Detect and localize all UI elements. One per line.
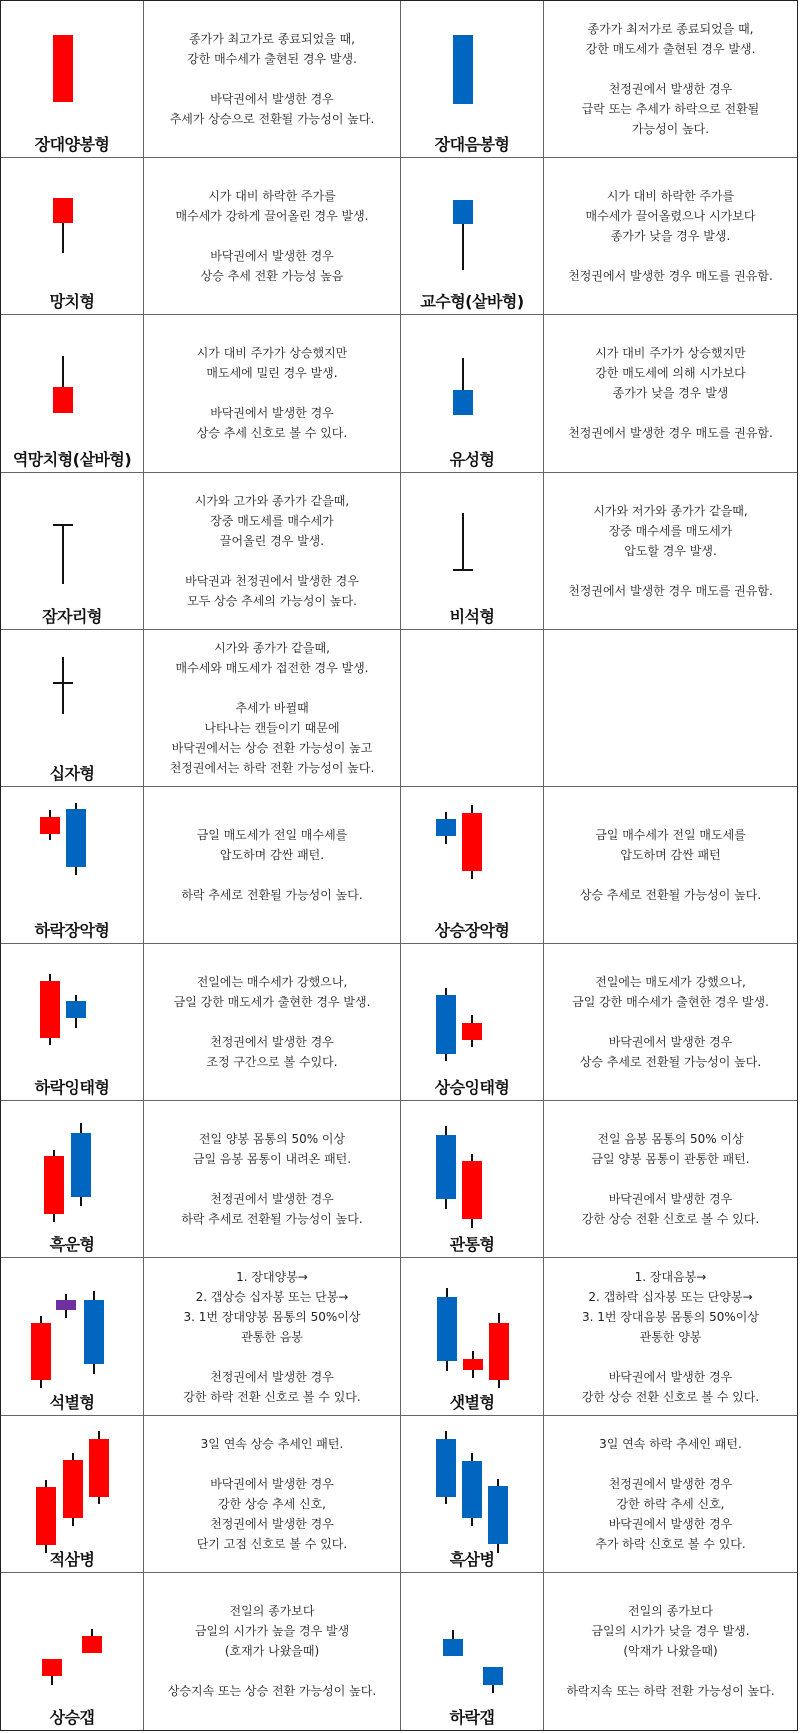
description-line: 조정 구간으로 볼 수있다.	[206, 1055, 338, 1070]
description-line: 강한 매도세에 의해 시가보다	[595, 366, 746, 381]
pattern-description-cell	[544, 787, 797, 944]
pattern-name: 흑삼병	[449, 1549, 495, 1569]
pattern-description-cell	[144, 630, 401, 787]
description-line: 바닥권에서는 상승 전환 가능성이 높고	[171, 740, 373, 755]
description-line: 시가 대비 하락한 주가를	[606, 189, 735, 204]
description-line: 끌어올린 경우 발생.	[219, 533, 325, 548]
pattern-description-cell	[544, 1101, 797, 1258]
description-line: 금일 매수세가 전일 매도세를	[595, 827, 746, 842]
pattern-name: 관통형	[449, 1235, 495, 1255]
description-line: 전일에는 매수세가 강했으나,	[196, 975, 348, 990]
description-line: 상승 추세 전환 가능성 높음	[200, 269, 344, 284]
pattern-name: 망치형	[49, 292, 95, 312]
description-line: 강한 하락 추세 신호,	[616, 1496, 725, 1511]
pattern-name: 하락갭	[449, 1708, 495, 1727]
pattern-description-cell	[544, 1258, 797, 1415]
pattern-icon-cell	[1, 1258, 144, 1415]
description-line: 바닥권에서 발생한 경우	[210, 92, 334, 107]
empty-cell	[401, 630, 544, 787]
pattern-name: 상승장악형	[434, 921, 510, 941]
description-line: 천정권에서 발생한 경우	[210, 1035, 334, 1050]
description-line: 종가가 최고가로 종료되었을 때,	[189, 32, 355, 47]
description-line: 천정권에서 발생한 경우 매도를 권유함.	[568, 269, 773, 284]
pattern-description-cell	[144, 158, 401, 315]
description-line: 상승지속 또는 상승 전환 가능성이 높다.	[167, 1684, 377, 1699]
description-line: (악재가 나왔을때)	[623, 1644, 718, 1659]
pattern-icon-cell	[1, 473, 144, 630]
description-line: 바닥권에서 발생한 경우	[608, 1192, 733, 1207]
pattern-description-cell	[144, 473, 401, 630]
description-line: 바닥권에서 발생한 경우	[608, 1516, 733, 1531]
description-line: 모두 상승 추세의 가능성이 높다.	[187, 593, 357, 608]
description-line: 천정권에서 발생한 경우	[608, 82, 733, 97]
description-line: 강한 상승 전환 신호로 볼 수 있다.	[581, 1389, 760, 1404]
pattern-name: 상승갭	[49, 1708, 95, 1727]
description-line: 3일 연속 상승 추세인 패턴.	[200, 1436, 344, 1451]
pattern-description-cell	[144, 787, 401, 944]
description-line: 관통한 양봉	[639, 1329, 702, 1344]
pattern-description-cell	[144, 1573, 401, 1730]
description-line: 단기 고점 신호로 볼 수 있다.	[196, 1536, 348, 1551]
description-line: 가능성이 높다.	[631, 122, 710, 137]
description-line: 천정권에서 발생한 경우	[210, 1516, 334, 1531]
pattern-description-cell	[144, 1258, 401, 1415]
pattern-icon-cell	[401, 1258, 544, 1415]
pattern-description-cell	[144, 1, 401, 158]
description-line: 압도하며 감싼 패턴	[620, 847, 721, 862]
pattern-name: 잠자리형	[42, 606, 102, 626]
description-line: 강한 상승 추세 신호,	[218, 1496, 326, 1511]
description-line: 천정권에서 발생한 경우	[210, 1192, 334, 1207]
pattern-description-cell	[144, 944, 401, 1101]
description-line: 강한 매수세가 출현된 경우 발생.	[187, 52, 357, 67]
pattern-name: 역망치형(샅바형)	[12, 449, 132, 469]
description-line: 종가가 최저가로 종료되었을 때,	[587, 22, 754, 37]
description-line: 강한 상승 전환 신호로 볼 수 있다.	[581, 1212, 760, 1227]
pattern-icon-cell	[401, 787, 544, 944]
description-line: 시가와 종가가 같을때,	[214, 640, 330, 655]
pattern-icon-cell	[401, 944, 544, 1101]
pattern-icon-cell	[1, 787, 144, 944]
description-line: 관통한 음봉	[241, 1329, 303, 1344]
pattern-icon-cell	[1, 944, 144, 1101]
description-line: 금일 강한 매수세가 출현한 경우 발생.	[572, 995, 769, 1010]
description-line: 금일 강한 매도세가 출현한 경우 발생.	[173, 995, 371, 1010]
description-line: 매도세에 밀린 경우 발생.	[206, 366, 338, 381]
description-line: 강한 매도세가 출현된 경우 발생.	[585, 42, 756, 57]
description-line: 장중 매도세를 매수세가	[210, 513, 334, 528]
pattern-name: 석별형	[49, 1392, 95, 1412]
pattern-name: 비석형	[449, 606, 495, 626]
description-line: 하락 추세로 전환될 가능성이 높다.	[181, 887, 363, 902]
pattern-description-cell	[544, 1573, 797, 1730]
pattern-icon-cell	[401, 158, 544, 315]
pattern-name: 흑운형	[49, 1235, 95, 1255]
description-line: 시가 대비 주가가 상승했지만	[196, 346, 348, 361]
pattern-icon-cell	[1, 1573, 144, 1730]
description-line: 2. 갭하락 십자봉 또는 단양봉→	[588, 1289, 753, 1304]
description-line: 3. 1번 장대양봉 몸통의 50%이상	[183, 1309, 361, 1324]
description-line: 추가 하락 신호로 볼 수 있다.	[595, 1536, 746, 1551]
pattern-icon-cell	[401, 1101, 544, 1258]
description-line: 3일 연속 하락 추세인 패턴.	[599, 1436, 742, 1451]
pattern-description-cell	[144, 315, 401, 472]
description-line: 바닥권에서 발생한 경우	[210, 1476, 334, 1491]
description-line: 금일 음봉 몸통이 내려온 패턴.	[192, 1152, 352, 1167]
pattern-icon-cell	[1, 630, 144, 787]
description-line: 압도할 경우 발생.	[624, 543, 717, 558]
pattern-name: 십자형	[49, 763, 95, 783]
description-line: 천정권에서 발생한 경우 매도를 권유함.	[568, 426, 773, 441]
description-line: 천정권에서 발생한 경우	[210, 1369, 334, 1384]
pattern-description-cell	[144, 1101, 401, 1258]
description-line: 전일의 종가보다	[229, 1604, 315, 1619]
description-line: 바닥권에서 발생한 경우	[608, 1035, 733, 1050]
candlestick-icon	[401, 630, 544, 787]
pattern-name: 유성형	[449, 449, 495, 469]
pattern-description-cell	[144, 1416, 401, 1573]
description-line: 시가 대비 하락한 주가를	[208, 189, 336, 204]
description-line: 2. 갭상승 십자봉 또는 단봉→	[195, 1289, 349, 1304]
description-line: 3. 1번 장대음봉 몸통의 50%이상	[582, 1309, 759, 1324]
description-line: 천정권에서 발생한 경우 매도를 권유함.	[568, 583, 773, 598]
pattern-icon-cell	[401, 473, 544, 630]
pattern-description-cell	[544, 315, 797, 472]
pattern-icon-cell	[1, 1101, 144, 1258]
description-line: 1. 장대양봉→	[236, 1269, 308, 1284]
description-line: 전일에는 매도세가 강했으나,	[595, 975, 746, 990]
description-line: 금일의 시가가 낮을 경우 발생.	[591, 1624, 750, 1639]
pattern-icon-cell	[1, 1416, 144, 1573]
description-line: (호재가 나왔을때)	[224, 1644, 320, 1659]
description-line: 상승 추세로 전환될 가능성이 높다.	[579, 1055, 762, 1070]
description-line: 바닥권에서 발생한 경우	[210, 249, 334, 264]
empty-cell	[544, 630, 797, 787]
description-line: 하락지속 또는 하락 전환 가능성이 높다.	[566, 1684, 775, 1699]
pattern-name: 장대양봉형	[34, 135, 110, 155]
description-line: 추세가 상승으로 전환될 가능성이 높다.	[169, 112, 375, 127]
pattern-name: 샛별형	[449, 1392, 495, 1412]
pattern-description-cell	[544, 1, 797, 158]
description-line: 종가가 낮을 경우 발생	[612, 386, 729, 401]
description-line: 시가와 저가와 종가가 같을때,	[593, 503, 748, 518]
pattern-name: 상승잉태형	[434, 1078, 510, 1098]
description-line: 전일 음봉 몸통의 50% 이상	[597, 1132, 744, 1147]
pattern-name: 하락잉태형	[34, 1078, 110, 1098]
description-line: 매수세가 강하게 끌어올린 경우 발생.	[175, 209, 369, 224]
description-line: 급락 또는 추세가 하락으로 전환될	[581, 102, 760, 117]
description-line: 금일 양봉 몸통이 관통한 패턴.	[591, 1152, 750, 1167]
description-line: 상승 추세 신호로 볼 수 있다.	[196, 426, 348, 441]
description-line: 금일 매도세가 전일 매수세를	[196, 827, 348, 842]
description-line: 압도하며 감싼 패턴.	[219, 847, 325, 862]
pattern-icon-cell	[1, 315, 144, 472]
description-line: 시가와 고가와 종가가 같을때,	[194, 493, 350, 508]
pattern-description-cell	[544, 158, 797, 315]
description-line: 천정권에서는 하락 전환 가능성이 높다.	[169, 760, 375, 775]
pattern-icon-cell	[1, 1, 144, 158]
pattern-icon-cell	[1, 158, 144, 315]
description-line: 상승 추세로 전환될 가능성이 높다.	[579, 887, 762, 902]
description-line: 종가가 낮을 경우 발생.	[610, 229, 731, 244]
description-line: 나타나는 캔들이기 때문에	[204, 720, 340, 735]
pattern-icon-cell	[401, 1416, 544, 1573]
description-line: 시가 대비 주가가 상승했지만	[595, 346, 746, 361]
pattern-icon-cell	[401, 1573, 544, 1730]
description-line: 장중 매수세를 매도세가	[608, 523, 733, 538]
description-line: 바닥권에서 발생한 경우	[608, 1369, 733, 1384]
pattern-description-cell	[544, 473, 797, 630]
description-line: 1. 장대음봉→	[634, 1269, 707, 1284]
description-line: 추세가 바뀔때	[235, 700, 309, 715]
description-line: 금일의 시가가 높을 경우 발생	[194, 1624, 350, 1639]
pattern-name: 장대음봉형	[434, 135, 510, 155]
description-line: 바닥권과 천정권에서 발생한 경우	[185, 573, 359, 588]
pattern-name: 교수형(샅바형)	[420, 292, 524, 312]
description-line: 매수세와 매도세가 접전한 경우 발생.	[175, 660, 369, 675]
description-line: 전일의 종가보다	[628, 1604, 713, 1619]
description-line: 강한 하락 전환 신호로 볼 수 있다.	[183, 1389, 361, 1404]
pattern-description-cell	[544, 944, 797, 1101]
description-line: 하락 추세로 전환될 가능성이 높다.	[181, 1212, 363, 1227]
pattern-name: 하락장악형	[34, 921, 110, 941]
pattern-icon-cell	[401, 1, 544, 158]
pattern-name: 적삼병	[49, 1549, 95, 1569]
description-line: 천정권에서 발생한 경우	[608, 1476, 733, 1491]
description-line: 바닥권에서 발생한 경우	[210, 406, 334, 421]
description-line: 전일 양봉 몸통의 50% 이상	[198, 1132, 346, 1147]
description-line: 매수세가 끌어올렸으나 시가보다	[585, 209, 756, 224]
pattern-description-cell	[544, 1416, 797, 1573]
pattern-icon-cell	[401, 315, 544, 472]
